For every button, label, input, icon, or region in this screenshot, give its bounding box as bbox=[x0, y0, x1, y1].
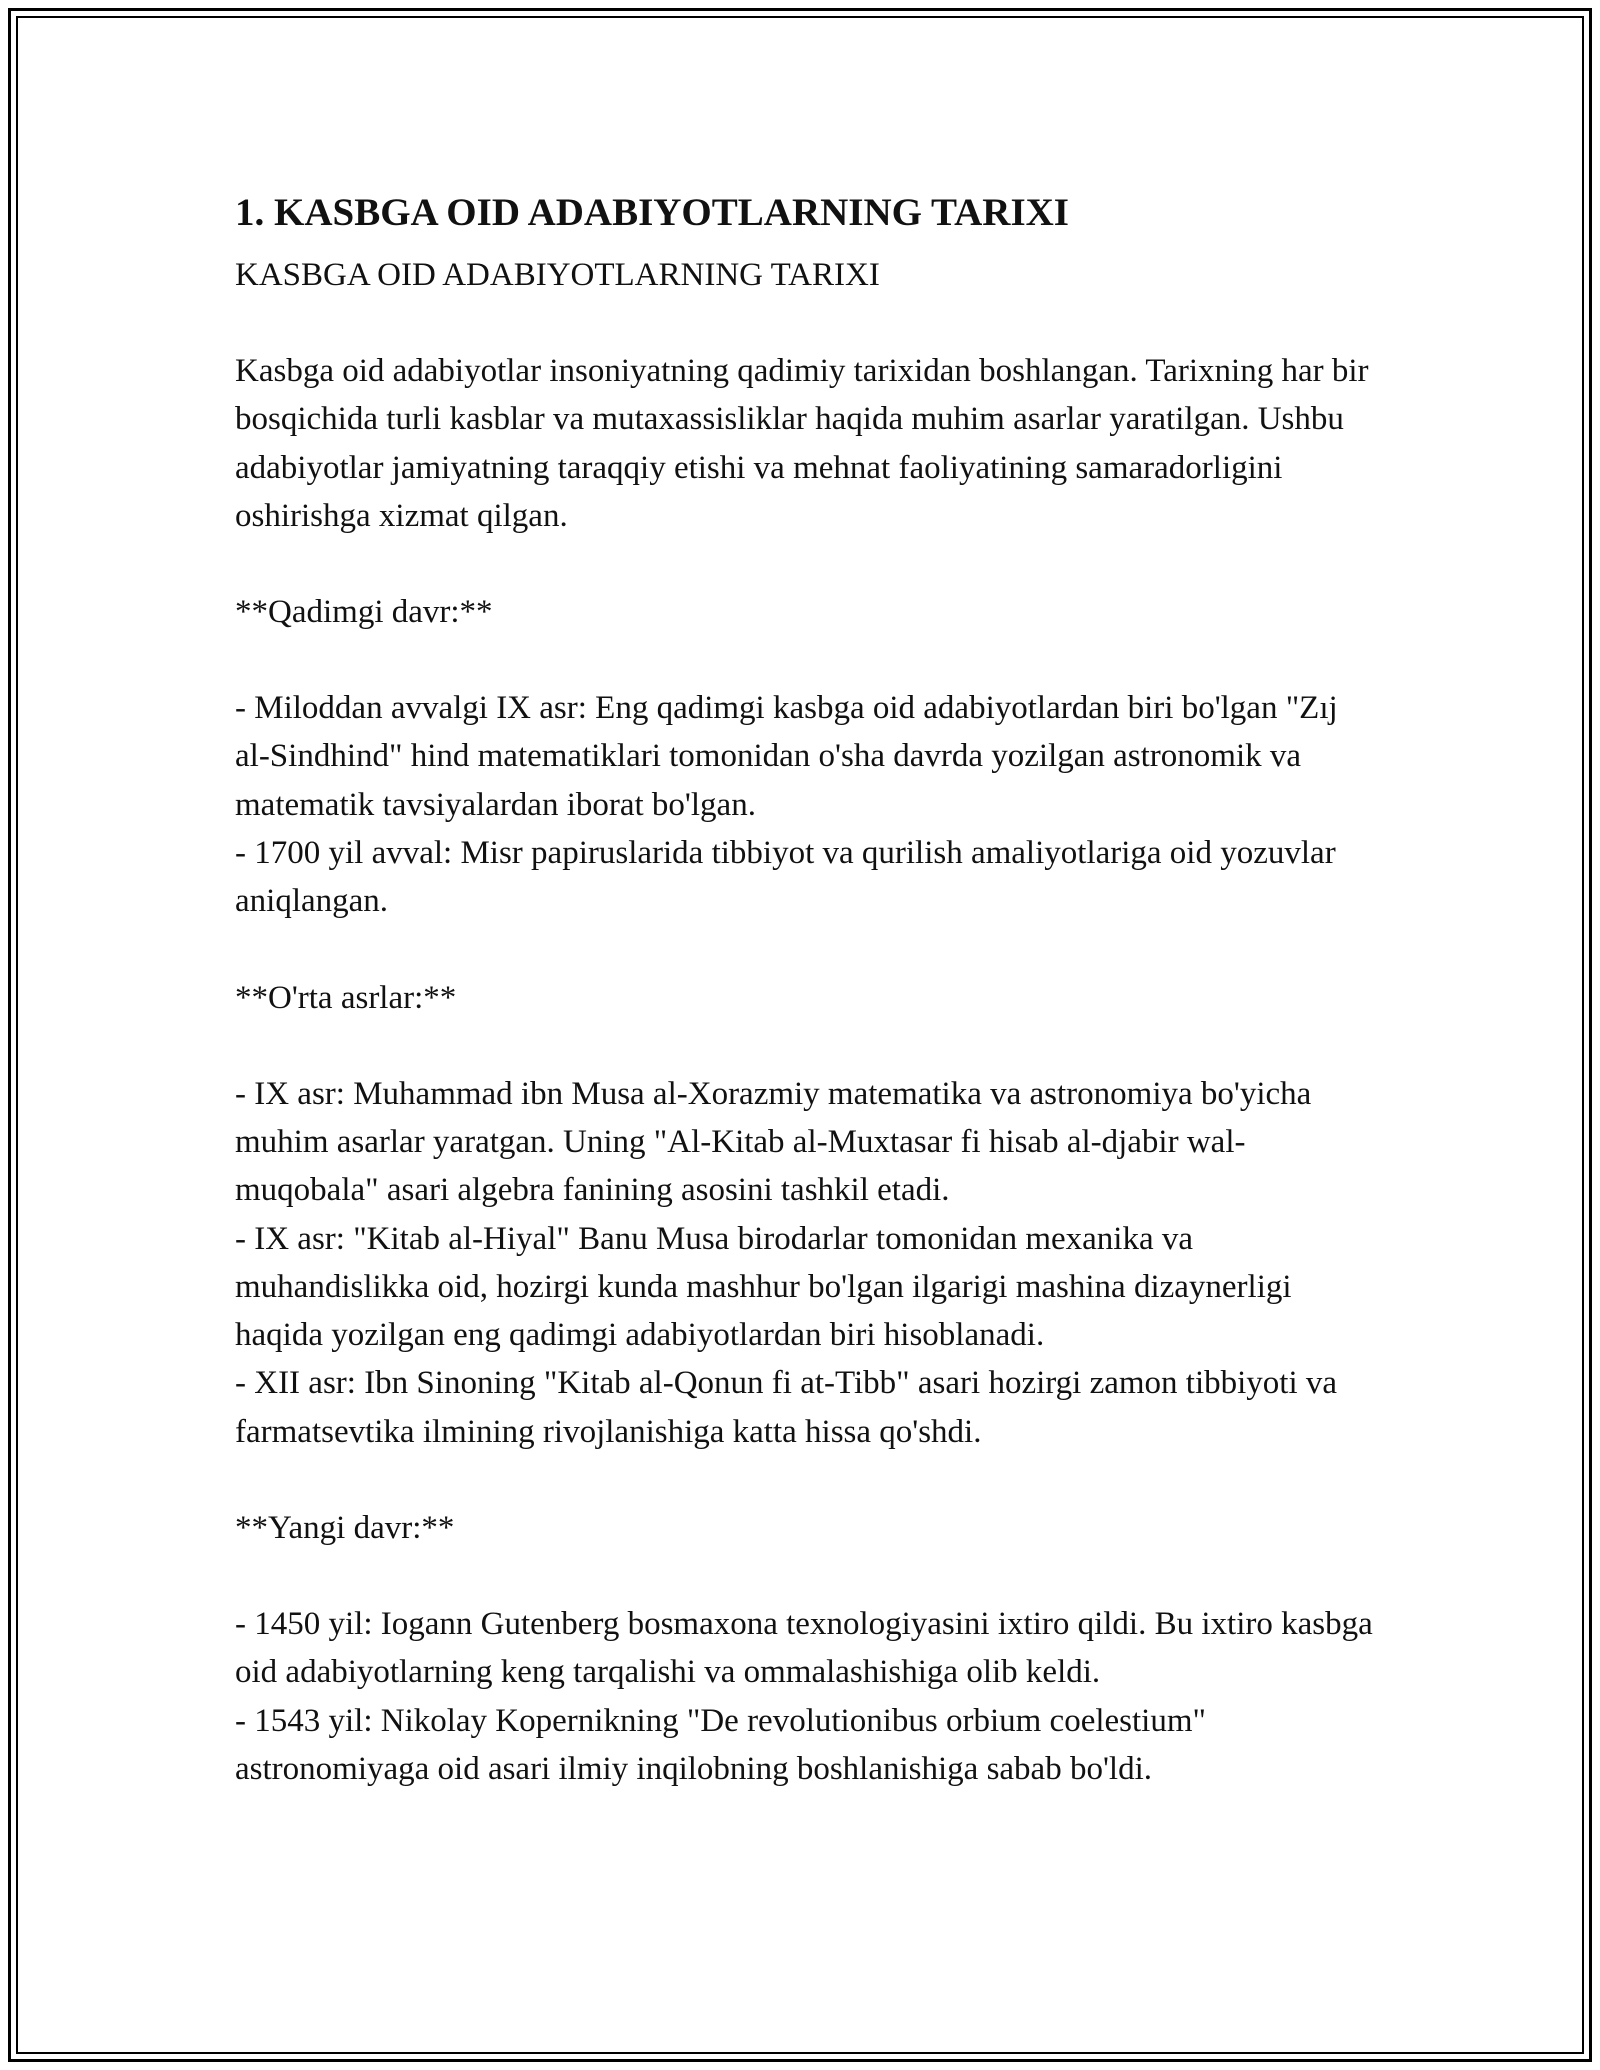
list-item: - 1450 yil: Iogann Gutenberg bosmaxona texnologiyasini ixtiro qildi. Bu ixtiro kasbga oid adabiyotlarning keng tarqalishi va ommalashishiga olib keldi. bbox=[235, 1606, 1373, 1691]
list-item: - IX asr: "Kitab al-Hiyal" Banu Musa birodarlar tomonidan mexanika va muhandislikka oid, hozirgi kunda mashhur bo'lgan ilgarigi mashina dizaynerligi haqida yozilgan eng qadimgi adabiyotlardan biri hisoblanadi. bbox=[235, 1220, 1292, 1354]
intro-paragraph: Kasbga oid adabiyotlar insoniyatning qadimiy tarixidan boshlangan. Tarixning har bir bosqichida turli kasblar va mutaxassisliklar haqida muhim asarlar yaratilgan. Ushbu adabiyotlar jamiyatning taraqqiy etishi va mehnat faoliyatining samaradorligini oshirishga xizmat qilgan. bbox=[235, 353, 1369, 534]
section-list-new-era bbox=[235, 1600, 1375, 1793]
list-item: - 1700 yil avval: Misr papiruslarida tibbiyot va qurilish amaliyotlariga oid yozuvlar aniqlangan. bbox=[235, 835, 1336, 920]
section-label-ancient: **Qadimgi davr:** bbox=[235, 594, 493, 631]
section-list-ancient bbox=[235, 684, 1375, 925]
document-subtitle: KASBGA OID ADABIYOTLARNING TARIXI bbox=[235, 257, 880, 293]
list-item: - 1543 yil: Nikolay Kopernikning "De revolutionibus orbium coelestium" astronomiyaga oid asari ilmiy inqilobning boshlanishiga sabab bo'ldi. bbox=[235, 1702, 1206, 1787]
section-label-middle-ages: **O'rta asrlar:** bbox=[235, 979, 457, 1016]
list-item: - Miloddan avvalgi IX asr: Eng qadimgi kasbga oid adabiyotlardan biri bo'lgan "Zıj al-Sindhind" hind matematiklari tomonidan o'sha davrda yozilgan astronomik va matematik tavsiyalardan iborat bo'lgan. bbox=[235, 690, 1338, 823]
list-item: - IX asr: Muhammad ibn Musa al-Xorazmiy matematika va astronomiya bo'yicha muhim asarlar yaratgan. Uning "Al-Kitab al-Muxtasar fi hisab al-djabir wal-muqobala" asari algebra fanining asosini tashkil etadi. bbox=[235, 1075, 1312, 1209]
list-item: - XII asr: Ibn Sinoning "Kitab al-Qonun fi at-Tibb" asari hozirgi zamon tibbiyoti va farmatsevtika ilmining rivojlanishiga katta hissa qo'shdi. bbox=[235, 1365, 1338, 1450]
document-body bbox=[235, 185, 1375, 1841]
document-heading: 1. KASBGA OID ADABIYOTLARNING TARIXI bbox=[235, 191, 1069, 234]
section-list-middle-ages bbox=[235, 1070, 1375, 1456]
section-label-new-era: **Yangi davr:** bbox=[235, 1510, 455, 1547]
